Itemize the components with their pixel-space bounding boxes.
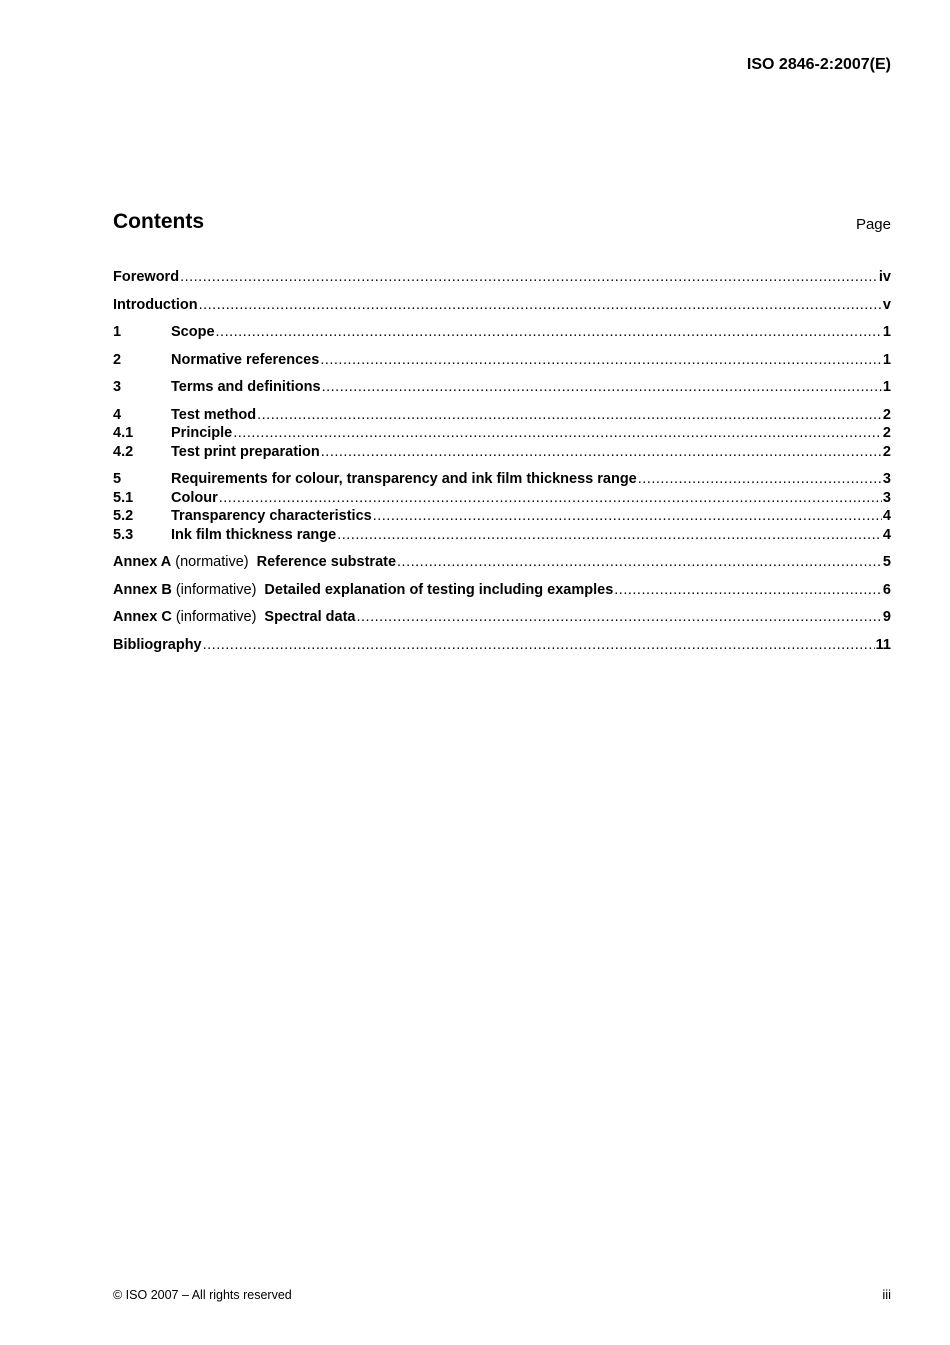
toc-entry-title: Principle: [171, 425, 233, 441]
toc-entry[interactable]: [113, 507, 891, 526]
toc-entry-title: Bibliography: [113, 636, 202, 653]
toc-page-number: 2: [882, 443, 891, 460]
toc-dot-leader: [219, 489, 882, 508]
toc-entry-title: Detailed explanation of testing including examples: [264, 581, 614, 598]
toc-entry-title: Transparency characteristics: [171, 508, 372, 524]
toc-dot-leader: [216, 323, 882, 342]
toc-dot-leader: [397, 553, 882, 572]
toc-section-number: 1: [113, 324, 122, 340]
toc-entry-title: Test method: [171, 406, 257, 423]
toc-page-number: 3: [882, 489, 891, 506]
toc-group: [113, 581, 891, 600]
toc-page-number: 2: [882, 406, 891, 423]
toc-entry[interactable]: [113, 296, 891, 315]
footer-copyright: © ISO 2007 – All rights reserved: [113, 1288, 292, 1302]
toc-entry[interactable]: [113, 323, 891, 342]
toc-page-number: 2: [882, 425, 891, 441]
toc-group: [113, 378, 891, 397]
toc-dot-leader: [320, 351, 882, 370]
toc-section-number: 5.2: [113, 508, 134, 524]
toc-entry-title: Requirements for colour, transparency and ink film thickness range: [171, 471, 637, 487]
toc-entry[interactable]: [113, 470, 891, 489]
toc-annex-kind: (normative): [175, 554, 249, 570]
toc-page-number: 9: [882, 609, 891, 625]
toc-section-number: 4: [113, 406, 122, 423]
toc-annex-label: Annex A: [113, 554, 172, 570]
toc-section-number: 4.2: [113, 443, 134, 460]
toc-dot-leader: [322, 378, 882, 397]
toc-group: [113, 268, 891, 287]
toc-entry-title: Terms and definitions: [171, 379, 321, 395]
page-column-label: Page: [855, 216, 891, 233]
toc-group: [113, 470, 891, 544]
toc-dot-leader: [257, 406, 882, 425]
toc-entry[interactable]: [113, 608, 891, 627]
toc-dot-leader: [614, 581, 882, 600]
toc-page-number: 6: [882, 581, 891, 598]
toc-entry[interactable]: [113, 424, 891, 443]
toc-dot-leader: [373, 507, 882, 526]
toc-page-number: 3: [882, 471, 891, 487]
toc-entry-title: Colour: [171, 489, 218, 506]
toc-entry[interactable]: [113, 378, 891, 397]
toc-group: [113, 636, 891, 655]
toc-section-number: 3: [113, 379, 122, 395]
toc-annex-label: Annex C: [113, 609, 172, 625]
toc-entry[interactable]: [113, 526, 891, 545]
toc-page-number: 1: [882, 379, 891, 395]
footer-page-number: iii: [882, 1287, 891, 1302]
toc-annex-kind: (informative): [175, 609, 257, 625]
toc-dot-leader: [337, 526, 882, 545]
toc-entry[interactable]: [113, 636, 891, 655]
toc-section-number: 2: [113, 351, 122, 368]
toc-group: [113, 351, 891, 370]
toc-entry[interactable]: [113, 351, 891, 370]
toc-entry-title: Reference substrate: [256, 554, 397, 570]
toc-group: [113, 406, 891, 462]
toc-annex-label: Annex B: [113, 581, 172, 598]
toc-entry[interactable]: [113, 268, 891, 287]
toc-dot-leader: [233, 424, 882, 443]
toc-page-number: 1: [882, 351, 891, 368]
toc-page-number: 5: [882, 554, 891, 570]
toc-section-number: 5.3: [113, 526, 134, 543]
toc-dot-leader: [638, 470, 882, 489]
toc-section-number: 4.1: [113, 425, 134, 441]
toc-section-number: 5.1: [113, 489, 134, 506]
toc-entry-title: Normative references: [171, 351, 320, 368]
toc-page-number: 4: [882, 508, 891, 524]
toc-page-number: 1: [882, 324, 891, 340]
toc-entry-title: Introduction: [113, 296, 198, 313]
toc-annex-kind: (informative): [175, 581, 257, 598]
toc-group: [113, 296, 891, 315]
toc-dot-leader: [356, 608, 881, 627]
toc-group: [113, 553, 891, 572]
toc-entry-title: Spectral data: [264, 609, 356, 625]
toc-group: [113, 608, 891, 627]
toc-section-number: 5: [113, 471, 122, 487]
toc-page-number: iv: [878, 269, 891, 285]
toc-page-number: 11: [875, 636, 891, 653]
toc-dot-leader: [199, 296, 882, 315]
toc-entry-title: Ink film thickness range: [171, 526, 337, 543]
toc-entry[interactable]: [113, 443, 891, 462]
toc-entry[interactable]: [113, 581, 891, 600]
toc-dot-leader: [203, 636, 875, 655]
toc-entry[interactable]: [113, 406, 891, 425]
toc-entry[interactable]: [113, 489, 891, 508]
toc-page-number: 4: [882, 526, 891, 543]
contents-title: Contents: [113, 210, 204, 233]
toc-entry-title: Scope: [171, 324, 215, 340]
toc-group: [113, 323, 891, 342]
document-id: ISO 2846-2:2007(E): [746, 56, 891, 73]
toc-page-number: v: [882, 296, 891, 313]
toc-dot-leader: [321, 443, 882, 462]
toc-entry-title: Test print preparation: [171, 443, 320, 460]
toc-entry[interactable]: [113, 553, 891, 572]
toc-dot-leader: [180, 268, 878, 287]
toc-entry-title: Foreword: [113, 269, 180, 285]
table-of-contents: [113, 268, 891, 663]
